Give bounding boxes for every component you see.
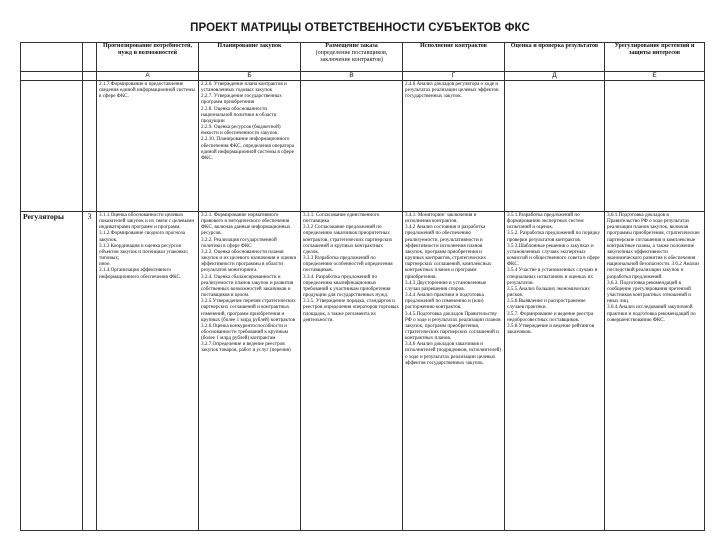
table-row [21, 81, 705, 212]
cell-paragraph: 3.4.1. Мониторинг заключения и исполнения контрактов. [405, 212, 477, 225]
cell-paragraph: 3.2.3. Оценка обоснованности планов закупок и их целевого назначения и оценки эффективности программы в области результатов мониторинга. [201, 248, 297, 274]
letters-blank-num [83, 72, 97, 81]
header-col-planning: Планирование закупок [199, 43, 301, 72]
table-row [21, 212, 705, 531]
cell-paragraph: 2.2.8. Оценка обоснованности национальной политики в области продукции [201, 105, 277, 124]
letters-row [21, 72, 705, 81]
letter-v: В [301, 72, 403, 81]
cell-row1-a [97, 81, 199, 212]
cell-row1-e [605, 81, 705, 212]
cell-paragraph: 3.3.5. Утверждение порядка, стандартов и реестров определения операторов торговых площадок, а также регламента их деятельности. [303, 298, 399, 323]
cell-paragraph: 3.4.6 Анализ докладов заказчиков и исполнителей (подрядчиков, исполнителей) о ходе и результатах реализации целевых эффектов государственных закупок. [405, 341, 502, 366]
letter-d: Д [505, 72, 605, 81]
cell-paragraph: 2.1.7.Формирование и предоставление сведения единой информационной системы в сфере ФКС. [99, 81, 196, 100]
cell-paragraph: 3.2.6.Оценка конкурентоспособности и обоснованности требований к крупным (более 1 млрд рублей) контрактам [201, 322, 288, 342]
cell-paragraph: 3.5.6.Выявление и распространение случаев практики. [507, 298, 586, 311]
cell-row2-a [97, 212, 199, 531]
cell-row1-g [403, 81, 505, 212]
cell-paragraph: 3.6.4.Анализ исследований закупочной практики и подготовка рекомендаций по совершенствованию ФКС. [607, 304, 696, 323]
cell-paragraph: 3.3.3 Разработка предложений по определению особенностей определения поставщиков. [303, 255, 393, 274]
header-corner-num [83, 43, 97, 72]
header-row [21, 43, 705, 72]
cell-paragraph: 3.5.3.Шаблонные решения о закупках и установленных случаях экспертных комиссий и общественного совета в сфере ФКС. [507, 242, 600, 268]
cell-paragraph: 2.2.7. Утверждение государственных программ приобретения [201, 93, 282, 106]
cell-row2-g [403, 212, 505, 531]
row-label-regulators: Регуляторы [21, 212, 83, 531]
letter-b: Б [199, 72, 301, 81]
cell-paragraph: 3.5.8.Утверждение и ведение рейтингов заказчиков. [507, 322, 595, 335]
cell-paragraph: 3.1.2.Формирование сводного прогноза закупок. [99, 230, 186, 243]
cell-paragraph: иное. [99, 261, 111, 268]
header-col-ordering [301, 43, 403, 72]
cell-row1-d [505, 81, 605, 212]
cell-paragraph: 3.3.4. Разработка предложений по определению квалификационных требований к участникам приобретения продукции для государственных нужд. [303, 273, 391, 299]
letter-e: Е [605, 72, 705, 81]
cell-paragraph: 3.4.4 Анализ практики и подготовка предложений по изменению и (или) расторжению контрактов. [405, 292, 484, 311]
cell-paragraph: 3.4.3 Двусторонние и установленные случаи разрешения споров. [405, 279, 487, 292]
cell-paragraph: 3.2.1. Формирование нормативного правового и методического обеспечения ФКС, включая данные информационных ресурсов. [201, 212, 291, 237]
row-label-blank [21, 81, 83, 212]
cell-paragraph: 3.1.3 Координация и оценка ресурсов объектов закупок и потенциал упаковки; [99, 242, 189, 255]
row-number: 3 [83, 212, 97, 531]
cell-paragraph: 3.2.5.Утверждение перечня стратегических партнерских соглашений и контрактных изменений, программ приобретения и крупных (более 1 млрд рублей) контрактов [201, 298, 296, 323]
header-col-evaluation: Оценка и проверка результатов [505, 43, 605, 72]
cell-paragraph: 3.1.4.Организация эффективного информационного обеспечения ФКС. [99, 267, 182, 280]
cell-paragraph: 3.2.7.Определение и ведение реестров закупок товаров, работ и услуг (перечня) [201, 341, 291, 354]
letter-a: А [97, 72, 199, 81]
cell-paragraph: 3.5.2. Разработка предложений по порядку проверки результатов контрактов. [507, 230, 601, 243]
header-col-ordering-label: Размещение заказа [325, 43, 378, 49]
cell-row2-b [199, 212, 301, 531]
cell-row2-e [605, 212, 705, 531]
header-corner [21, 43, 83, 72]
cell-row1-v [301, 81, 403, 212]
cell-row1-b [199, 81, 301, 212]
header-col-execution: Исполнение контрактов [403, 43, 505, 72]
cell-row2-v [301, 212, 403, 531]
cell-paragraph: 2.2.10. Планирование информационного обеспечения ФКС, определения оператора единой информационной системы в сфере ФКС. [201, 136, 295, 161]
cell-paragraph: 3.6.3. Подготовка рекомендаций в сообщение урегулирования претензий участников контрактных отношений и иных лиц. [607, 279, 692, 305]
cell-paragraph: 2.4.6 Анализ докладов регулятора о ходе и результатах реализации целевых эффектов государственных закупок. [405, 81, 499, 100]
letters-blank [21, 72, 83, 81]
row-num-blank [83, 81, 97, 212]
cell-paragraph: 3.5.1.Разработка предложений по формированию экспертных систем испытаний и оценок. [507, 212, 584, 231]
header-col-claims: Урегулирование претензий и защиты интересов [605, 43, 705, 72]
header-col-forecasting: Прогнозирование потребностей, нужд и возможностей [97, 43, 199, 72]
cell-paragraph: 3.2.2. Реализация государственной политики в сфере ФКС [201, 236, 277, 249]
cell-paragraph: 3.1.1.Оценка обоснованности целевых показателей закупок и их связи с целевыми индикаторами программ и программ. [99, 212, 195, 231]
cell-paragraph: 3.5.4 Участие в установленных случаях в специальных испытаниях и оценках их результатов. [507, 267, 598, 286]
cell-paragraph: 3.3.2 Согласование предложений по определению заказчиков приоритетных контрактов, стратегических партнерских соглашений и крупных контрактных сделок. [303, 224, 393, 255]
responsibility-matrix [20, 42, 705, 531]
cell-paragraph: 2.2.6. Утверждение плана контрактов и установленных годовых закупок [201, 81, 287, 94]
cell-paragraph: 3.4.5.Подготовка докладов Правительству РФ о ходе и результатах реализации планов закупок, программ приобретения, стратегических партнерских соглашений и контрактных планов. [405, 310, 501, 342]
cell-paragraph: типовых; [99, 255, 120, 262]
cell-paragraph: 3.5.5.Анализ больших экономических рисков. [507, 285, 590, 299]
cell-paragraph: 3.2.4. Оценка сбалансированности и реализуемости планов закупок и развития собственных возможностей заказчиков и поставщиков в целом. [201, 273, 294, 299]
header-col-ordering-sub: (определение поставщиков, заключение контрактов) [315, 50, 388, 63]
cell-paragraph: 3.4.2 Анализ состояния и разработка предложений по обеспечению реализуемости, результативности и эффективности исполнения планов закупок, программ приобретения и крупных контрактов, стратегических партнерских соглашений, комплексных контрактных планов и программ приобретения. [405, 224, 492, 280]
cell-paragraph: 3.6.1.Подготовка докладов в Правительство РФ о ходе результатах реализации планов закупок, включая программы приобретения, стратегические партнерские соглашения и комплексные контрактные планы, а также положение закупочных эффективности экономического развития и обеспечения национальной безопасности. 3.6.2 Анализ последствий реализации закупок и разработка предложений. [607, 212, 700, 280]
cell-paragraph: 3.3.1. Согласование единственного поставщика [303, 212, 380, 225]
cell-paragraph: 2.2.9. Оценка ресурсов (бюджетной) ёмкости и обеспеченности закупок. [201, 124, 281, 137]
letter-g: Г [403, 72, 505, 81]
page-title: ПРОЕКТ МАТРИЦЫ ОТВЕТСТВЕННОСТИ СУБЪЕКТОВ ФКС [190, 22, 530, 34]
cell-row2-d [505, 212, 605, 531]
cell-paragraph: 3.5.7. Формирование и ведение реестра недобросовестных поставщиков. [507, 310, 594, 323]
